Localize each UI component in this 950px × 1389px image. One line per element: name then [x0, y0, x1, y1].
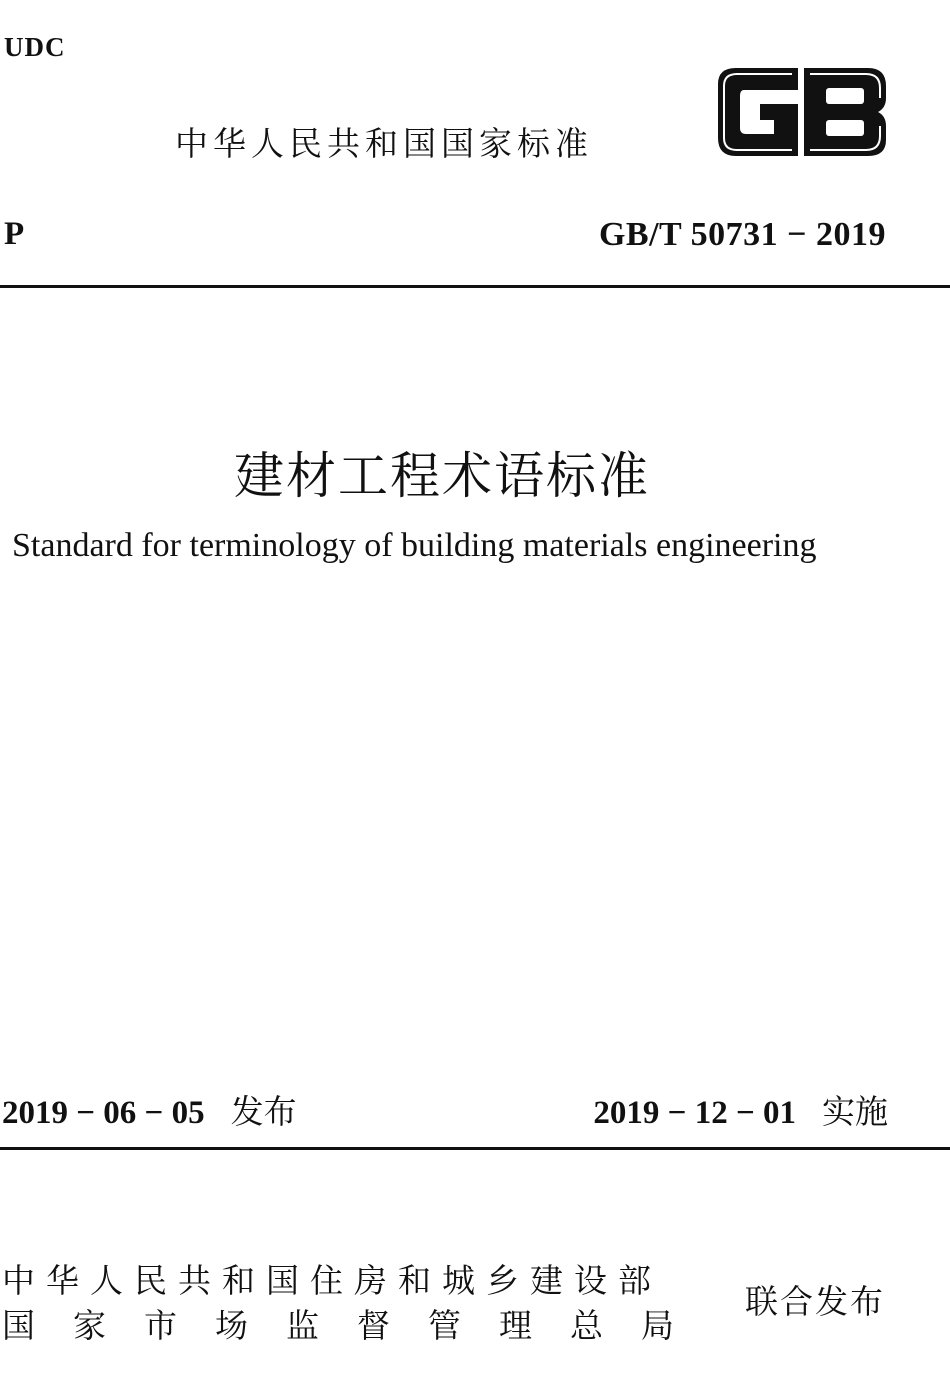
gb-logo-icon: [710, 64, 890, 160]
publish-date-row: [2, 1086, 297, 1133]
implement-date: 2019 − 12 − 01: [593, 1095, 796, 1131]
title-english: Standard for terminology of building materials engineering: [12, 527, 817, 564]
classification-code: P: [4, 216, 25, 252]
issuer-administration: 国家市场监督管理总局: [2, 1306, 712, 1345]
implement-label: 实施: [822, 1092, 888, 1131]
top-divider: [0, 285, 950, 288]
publish-label: 发布: [230, 1092, 297, 1131]
publish-date: 2019 − 06 − 05: [2, 1095, 205, 1131]
standard-number: GB/T 50731 − 2019: [598, 216, 886, 253]
issuer-ministry: 中华人民共和国住房和城乡建设部: [2, 1261, 662, 1300]
bottom-divider: [0, 1147, 950, 1150]
joint-issue-label: 联合发布: [745, 1282, 885, 1321]
udc-label: UDC: [4, 32, 66, 62]
implement-date-row: [593, 1086, 888, 1133]
gb-logo: [710, 64, 890, 160]
title-chinese: 建材工程术语标准: [234, 447, 650, 505]
country-standard-heading: 中华人民共和国国家标准: [175, 124, 593, 163]
